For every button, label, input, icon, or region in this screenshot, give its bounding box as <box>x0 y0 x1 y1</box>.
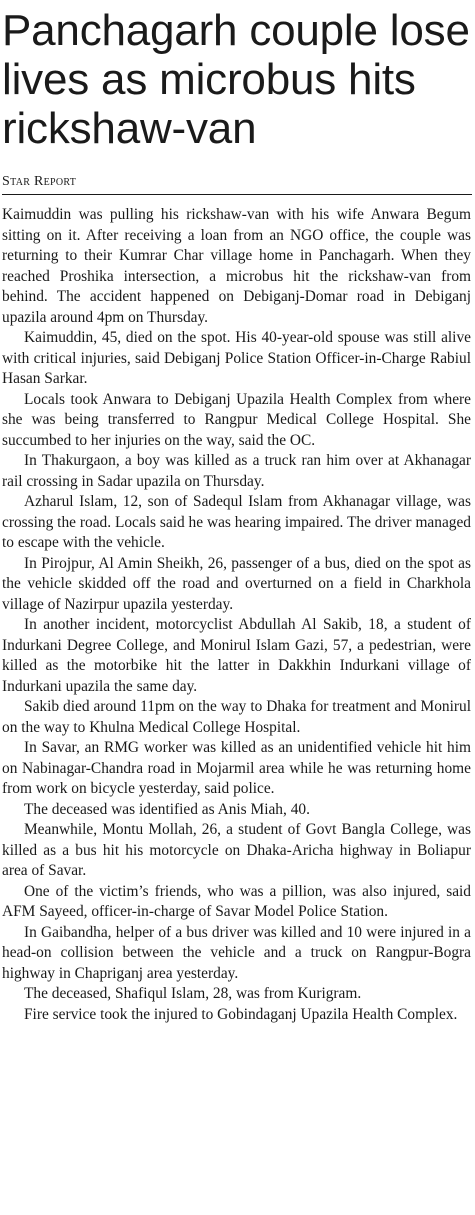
paragraph: Kaimuddin, 45, died on the spot. His 40-year-old spouse was still alive with critical injuries, said Debiganj Police Station Officer-in-Charge Rabiul Hasan Sarkar. <box>2 329 471 387</box>
paragraph: In Thakurgaon, a boy was killed as a truck ran him over at Akhanagar rail crossing in Sadar upazila on Thursday. <box>2 452 471 490</box>
paragraph: Kaimuddin was pulling his rickshaw-van with his wife Anwara Begum sitting on it. After receiving a loan from an NGO office, the couple was returning to their Kumrar Char village home in Panchagarh. When they reached Proshika intersection, a microbus hit the rickshaw-van from behind. The accident happened on Debiganj-Domar road in Debiganj upazila around 4pm on Thursday. <box>2 206 471 326</box>
paragraph: One of the victim’s friends, who was a pillion, was also injured, said AFM Sayeed, officer-in-charge of Savar Model Police Station. <box>2 882 471 920</box>
paragraph: In Savar, an RMG worker was killed as an unidentified vehicle hit him on Nabinagar-Chandra road in Mojarmil area while he was returning home from work on bicycle yesterday, said police. <box>2 739 471 797</box>
paragraph: Sakib died around 11pm on the way to Dhaka for treatment and Monirul on the way to Khulna Medical College Hospital. <box>2 698 471 736</box>
paragraph: In another incident, motorcyclist Abdullah Al Sakib, 18, a student of Indurkani Degree College, and Monirul Islam Gazi, 57, a pedestrian, were killed as the motorbike hit the latter in Dakkhin Indurkani village of Indurkani upazila the same day. <box>2 616 471 695</box>
paragraph: Meanwhile, Montu Mollah, 26, a student of Govt Bangla College, was killed as a bus hit his motorcycle on Dhaka-Aricha highway in Boliapur area of Savar. <box>2 821 471 879</box>
paragraph: The deceased, Shafiqul Islam, 28, was from Kurigram. <box>24 985 362 1002</box>
paragraph: Fire service took the injured to Gobindaganj Upazila Health Complex. <box>24 1005 458 1023</box>
paragraph: The deceased was identified as Anis Miah, 40. <box>24 800 310 818</box>
paragraph: In Gaibandha, helper of a bus driver was killed and 10 were injured in a head-on collision between the vehicle and a truck on Rangpur-Bogra highway in Chapriganj area yesterday. <box>2 923 471 982</box>
byline: Star Report <box>2 174 77 189</box>
paragraph: Locals took Anwara to Debiganj Upazila Health Complex from where she was being transferred to Rangpur Medical College Hospital. She succumbed to her injuries on the way, said the OC. <box>2 390 471 449</box>
headline: Panchagarh couple lose lives as microbus hits rickshaw-van <box>2 6 470 153</box>
paragraph: Azharul Islam, 12, son of Sadequl Islam from Akhanagar village, was crossing the road. Locals said he was hearing impaired. The driver managed to escape with the vehicle. <box>2 493 471 551</box>
byline-divider <box>2 194 472 195</box>
article-body <box>2 205 471 1025</box>
paragraph: In Pirojpur, Al Amin Sheikh, 26, passenger of a bus, died on the spot as the vehicle skidded off the road and overturned on a field in Charkhola village of Nazirpur upazila yesterday. <box>2 554 471 613</box>
